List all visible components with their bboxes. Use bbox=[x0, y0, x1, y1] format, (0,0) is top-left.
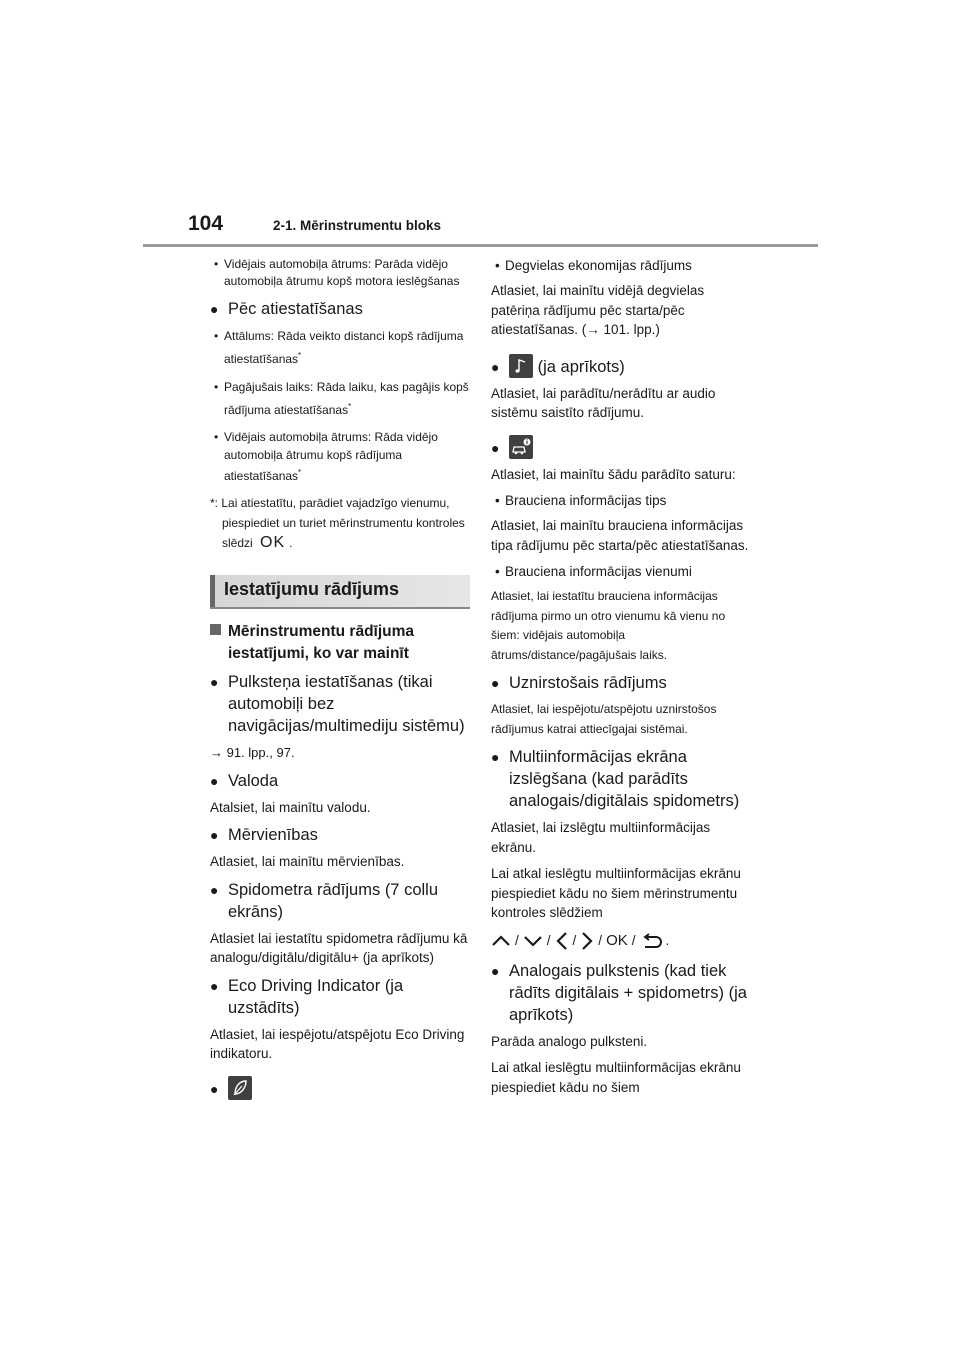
after-reset-heading: ● Pēc atiestatīšanas bbox=[210, 300, 363, 318]
units-description: Atlasiet, lai mainītu mērvienības. bbox=[210, 854, 405, 869]
popup-setting: ● Uznirstošais rādījums bbox=[491, 674, 667, 692]
popup-description: Atlasiet, lai iespējotu/atspējotu uznirstošos rādījumus katrai attiecīgajai sistēmai. bbox=[491, 702, 717, 736]
fuel-econ-description: Atlasiet, lai mainītu vidējā degvielas patēriņa rādījumu pēc starta/pēc atiestatīšanas. (→ 101. lpp.) bbox=[491, 283, 705, 337]
chevron-left-icon bbox=[555, 931, 569, 951]
list-item: • Vidējais automobiļa ātrums: Rāda vidējo automobiļa ātrumu kopš rādījuma atiestatīšanas* bbox=[214, 430, 438, 483]
ok-button-symbol: OK bbox=[606, 931, 628, 949]
list-item: • Attālums: Rāda veikto distanci kopš rādījuma atiestatīšanas* bbox=[214, 329, 464, 366]
language-description: Atalsiet, lai mainītu valodu. bbox=[210, 799, 371, 815]
separator: / bbox=[631, 932, 636, 948]
mid-on-description: Lai atkal ieslēgtu multiinformācijas ekrānu piespiediet kādu no šiem mērinstrumentu kontroles slēdžiem bbox=[491, 866, 741, 920]
chevron-down-icon bbox=[523, 934, 543, 948]
music-note-icon bbox=[509, 354, 533, 378]
list-item: • Brauciena informācijas tips bbox=[495, 493, 667, 508]
section-banner: Iestatījumu rādījums bbox=[210, 575, 470, 609]
language-setting: ● Valoda bbox=[210, 771, 279, 790]
ok-button-symbol: OK bbox=[260, 534, 286, 551]
separator: / bbox=[572, 932, 577, 948]
right-column bbox=[491, 256, 756, 1104]
page-number: 104 bbox=[188, 212, 224, 235]
list-item: • Degvielas ekonomijas rādījums bbox=[495, 258, 692, 273]
settings-heading: Mērinstrumentu rādījuma iestatījumi, ko var mainīt bbox=[210, 621, 470, 665]
page-header bbox=[0, 0, 960, 250]
units-setting: ● Mērvienības bbox=[210, 826, 318, 844]
audio-description: Atlasiet, lai parādītu/nerādītu ar audio sistēmu saistīto rādījumu. bbox=[491, 385, 716, 420]
chevron-up-icon bbox=[491, 934, 511, 948]
separator: / bbox=[546, 932, 551, 948]
eco-icon-item: ● bbox=[210, 1076, 470, 1100]
left-column bbox=[210, 256, 470, 1106]
trip-items-description: Atlasiet, lai iestatītu brauciena informācijas rādījuma pirmo un otro vienumu kā vienu no šiem: vidējais automobiļa ātrums/distance/pagājušais laiks. bbox=[491, 589, 726, 662]
trip-info-item: ● bbox=[491, 435, 756, 459]
eco-description: Atlasiet, lai iespējotu/atspējotu Eco Driving indikatoru. bbox=[210, 1026, 465, 1061]
footnote: *: Lai atiestatītu, parādiet vajadzīgo vienumu, piespiediet un turiet mērinstrumentu kontroles slēdzi OK . bbox=[210, 496, 465, 551]
leaf-icon bbox=[228, 1076, 252, 1100]
analog-clock-description: Parāda analogo pulksteni. bbox=[491, 1033, 648, 1049]
separator: / bbox=[515, 932, 519, 948]
list-item: • Brauciena informācijas vienumi bbox=[495, 564, 692, 579]
header-divider bbox=[143, 244, 818, 247]
separator: / bbox=[598, 932, 603, 948]
trip-type-description: Atlasiet, lai mainītu brauciena informācijas tipa rādījumu pēc starta/pēc atiestatīšanas. bbox=[491, 518, 749, 553]
period: . bbox=[665, 932, 670, 948]
page-reference: → 91. lpp., 97. bbox=[210, 745, 295, 760]
analog-clock-setting: ● Analogais pulkstenis (kad tiek rādīts digitālais + spidometrs) (ja aprīkots) bbox=[491, 961, 747, 1024]
section-title: 2-1. Mērinstrumentu bloks bbox=[273, 218, 442, 233]
eco-setting: ● Eco Driving Indicator (ja uzstādīts) bbox=[210, 976, 404, 1017]
control-switches bbox=[491, 930, 756, 952]
square-bullet-icon bbox=[210, 624, 221, 635]
mid-off-setting: ● Multiinformācijas ekrāna izslēgšana (kad parādīts analogais/digitālais spidometrs) bbox=[491, 748, 740, 810]
clock-setting: ● Pulksteņa iestatīšanas (tikai automobiļi bez navigācijas/multimediju sistēmu) bbox=[210, 673, 465, 735]
list-item: • Vidējais automobiļa ātrums: Parāda vidējo automobiļa ātrumu kopš motora ieslēgšanas bbox=[214, 257, 460, 288]
chevron-right-icon bbox=[580, 931, 594, 951]
trip-description: Atlasiet, lai mainītu šādu parādīto saturu: bbox=[491, 466, 736, 482]
car-info-icon bbox=[509, 435, 533, 459]
speedometer-setting: ● Spidometra rādījums (7 collu ekrāns) bbox=[210, 880, 439, 921]
audio-item: ● (ja aprīkots) bbox=[491, 354, 756, 378]
analog-clock-description-2: Lai atkal ieslēgtu multiinformācijas ekrānu piespiediet kādu no šiem bbox=[491, 1060, 741, 1095]
mid-off-description: Atlasiet, lai izslēgtu multiinformācijas ekrānu. bbox=[491, 820, 711, 855]
speedometer-description: Atlasiet lai iestatītu spidometra rādījumu kā analogu/digitālu/digitālu+ (ja aprīkots) bbox=[210, 930, 468, 965]
back-arrow-icon bbox=[640, 933, 662, 949]
list-item: • Pagājušais laiks: Rāda laiku, kas pagājis kopš rādījuma atiestatīšanas* bbox=[214, 380, 469, 417]
